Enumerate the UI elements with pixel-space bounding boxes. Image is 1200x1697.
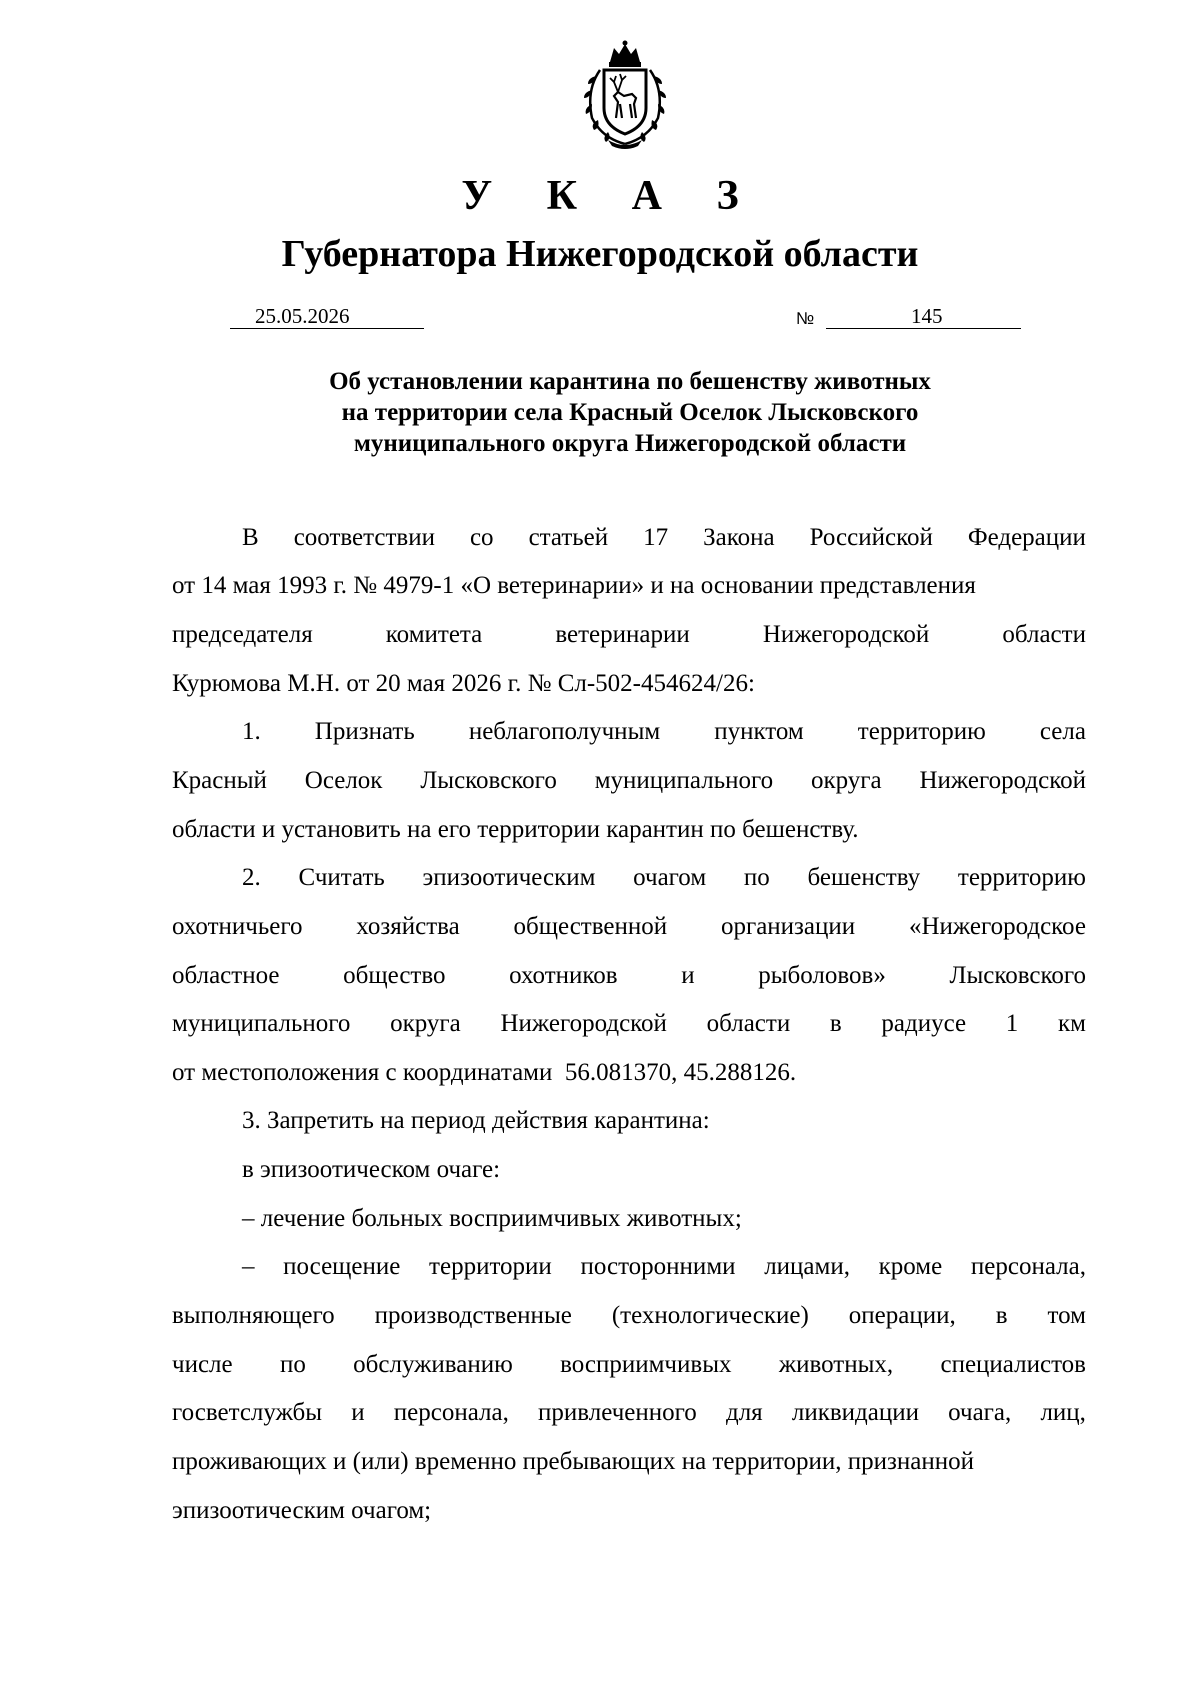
- item-2-line: от местоположения с координатами 56.081370, 45.288126.: [172, 1059, 797, 1086]
- item-1-line: области и установить на его территории карантин по бешенству.: [172, 816, 859, 843]
- date-field: [230, 300, 424, 329]
- number-label: №: [796, 309, 815, 328]
- document-number: 145: [911, 304, 943, 328]
- document-subject: [200, 366, 1060, 459]
- item-2-line: областное общество охотников и рыболовов» Лысковского: [172, 962, 1086, 989]
- item-3-line: в эпизоотическом очаге:: [242, 1156, 501, 1183]
- item-2-line: охотничьего хозяйства общественной организации «Нижегородское: [172, 913, 1086, 940]
- subject-line: муниципального округа Нижегородской области: [353, 430, 907, 457]
- issuer-title: Губернатора Нижегородской области: [281, 233, 919, 275]
- item-3-line: – лечение больных восприимчивых животных;: [242, 1205, 742, 1232]
- item-2-line: муниципального округа Нижегородской области в радиусе 1 км: [172, 1010, 1086, 1037]
- subject-line: Об установлении карантина по бешенству животных: [329, 368, 931, 395]
- item-3-line: госветслужбы и персонала, привлеченного для ликвидации очага, лиц,: [172, 1399, 1086, 1426]
- item-3-line: – посещение территории посторонними лицами, кроме персонала,: [242, 1253, 1086, 1280]
- item-3-line: 3. Запретить на период действия карантина:: [242, 1107, 710, 1134]
- item-3-line: числе по обслуживанию восприимчивых животных, специалистов: [172, 1351, 1086, 1378]
- preamble-line: председателя комитета ветеринарии Нижегородской области: [172, 621, 1086, 648]
- item-1-line: 1. Признать неблагополучным пунктом территорию села: [242, 718, 1086, 745]
- preamble-line: от 14 мая 1993 г. № 4979-1 «О ветеринарии» и на основании представления: [172, 572, 976, 599]
- item-2-line: 2. Считать эпизоотическим очагом по бешенству территорию: [242, 864, 1086, 891]
- item-1-line: Красный Оселок Лысковского муниципального округа Нижегородской: [172, 767, 1086, 794]
- preamble-line: В соответствии со статьей 17 Закона Российской Федерации: [242, 524, 1086, 551]
- subject-line: на территории села Красный Оселок Лысковского: [341, 399, 919, 426]
- document-date: 25.05.2026: [255, 304, 350, 328]
- item-number: 1.: [242, 718, 261, 745]
- item-number: 2.: [242, 864, 261, 891]
- item-3-line: эпизоотическим очагом;: [172, 1497, 432, 1524]
- preamble-line: Курюмова М.Н. от 20 мая 2026 г. № Сл-502-454624/26:: [172, 670, 755, 697]
- document-type-title: У К А З: [461, 173, 761, 219]
- number-field: [826, 300, 1021, 329]
- item-3-line: проживающих и (или) временно пребывающих на территории, признанной: [172, 1448, 974, 1475]
- item-3-line: выполняющего производственные (технологические) операции, в том: [172, 1302, 1086, 1329]
- coat-of-arms-icon: [572, 40, 678, 150]
